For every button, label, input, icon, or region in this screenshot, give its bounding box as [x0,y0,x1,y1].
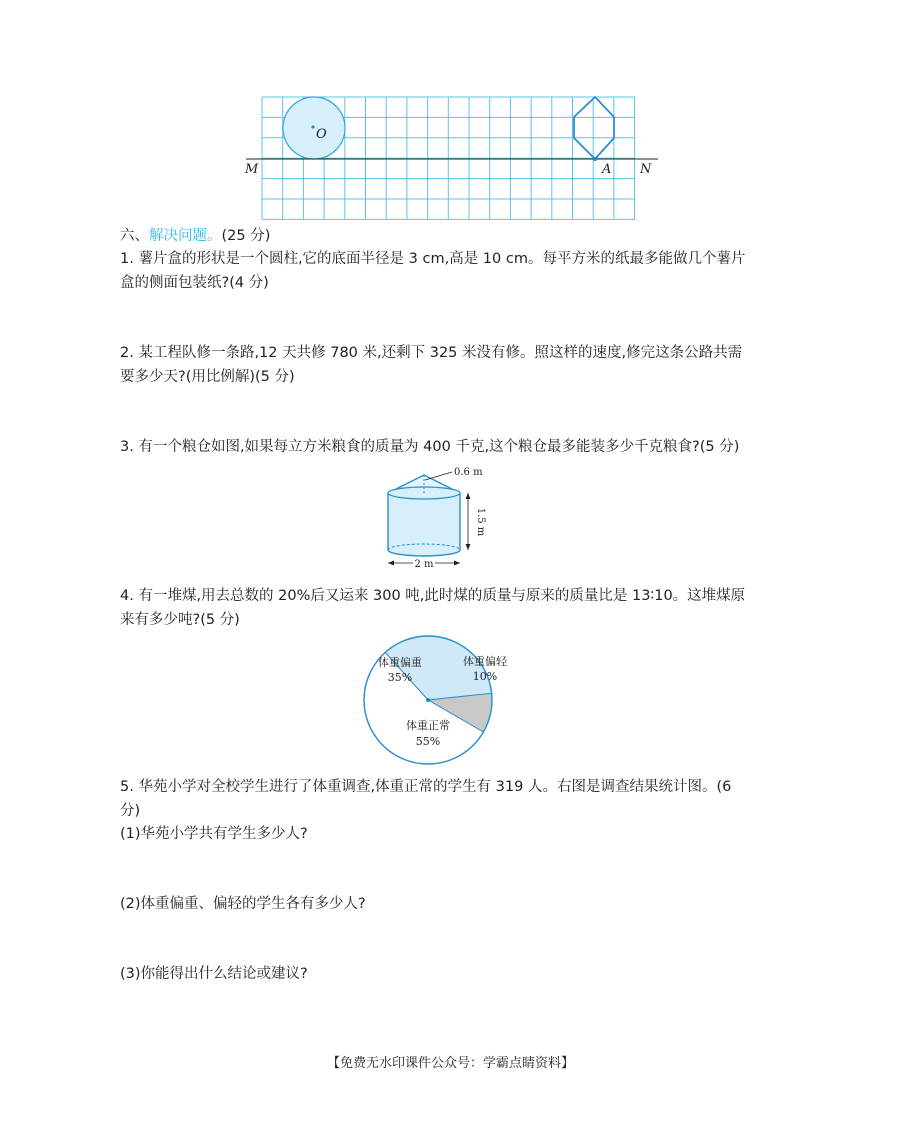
slice-percent-label: 35% [387,671,413,684]
label-a: A [602,162,612,177]
q5-sub3: (3)你能得出什么结论或建议? [120,966,308,982]
section-heading [120,225,790,247]
silo-top-label: 0.6 m [454,467,483,478]
q5-line2: 分) [120,803,141,819]
q5-sub2: (2)体重偏重、偏轻的学生各有多少人? [120,896,366,912]
slice-name-label: 体重正常 [406,719,450,732]
q5-sub1: (1)华苑小学共有学生多少人? [120,826,308,842]
label-o: O [316,127,327,142]
section-title: 解决问题。 [149,228,222,244]
slice-name-label: 体重偏重 [378,656,422,669]
top-label-leader [425,472,452,480]
silo-bottom-front [388,550,460,556]
q5-line1: 5. 华苑小学对全校学生进行了体重调查,体重正常的学生有 319 人。右图是调查结果统计图。(6 [120,779,732,795]
hexagon-shape [574,97,614,159]
section-score: (25 分) [221,228,271,244]
center-point-o [311,125,314,128]
slice-percent-label: 10% [472,670,498,683]
q1-line1: 1. 薯片盒的形状是一个圆柱,它的底面半径是 3 cm,高是 10 cm。每平方米的纸最多能做几个薯片 [120,251,746,267]
footer-note: 【免费无水印课件公众号：学霸点睛资料】 [326,1056,574,1071]
grid-figure [240,92,660,224]
q2-line2: 要多少天?(用比例解)(5 分) [120,369,295,385]
label-n: N [640,162,652,177]
slice-percent-label: 55% [415,735,441,748]
label-m: M [245,162,259,177]
q3-line1: 3. 有一个粮仓如图,如果每立方米粮食的质量为 400 千克,这个粮仓最多能装多少千克粮食?(5 分) [120,439,740,455]
silo-figure [380,462,520,574]
silo-width-label: 2 m [414,559,434,570]
section-number: 六、 [120,228,149,244]
point-a [593,157,597,161]
silo-height-label: 1.5 m [475,507,486,537]
q4-line1: 4. 有一堆煤,用去总数的 20%后又运来 300 吨,此时煤的质量与原来的质量比是 13∶10。这堆煤原 [120,588,746,604]
pie-center [426,698,430,702]
q4-line2: 来有多少吨?(5 分) [120,612,240,628]
slice-name-label: 体重偏轻 [463,655,507,668]
pie-chart [350,630,530,770]
q1-line2: 盒的侧面包装纸?(4 分) [120,275,269,291]
silo-body [388,493,460,550]
q2-line1: 2. 某工程队修一条路,12 天共修 780 米,还剩下 325 米没有修。照这样的速度,修完这条公路共需 [120,345,743,361]
